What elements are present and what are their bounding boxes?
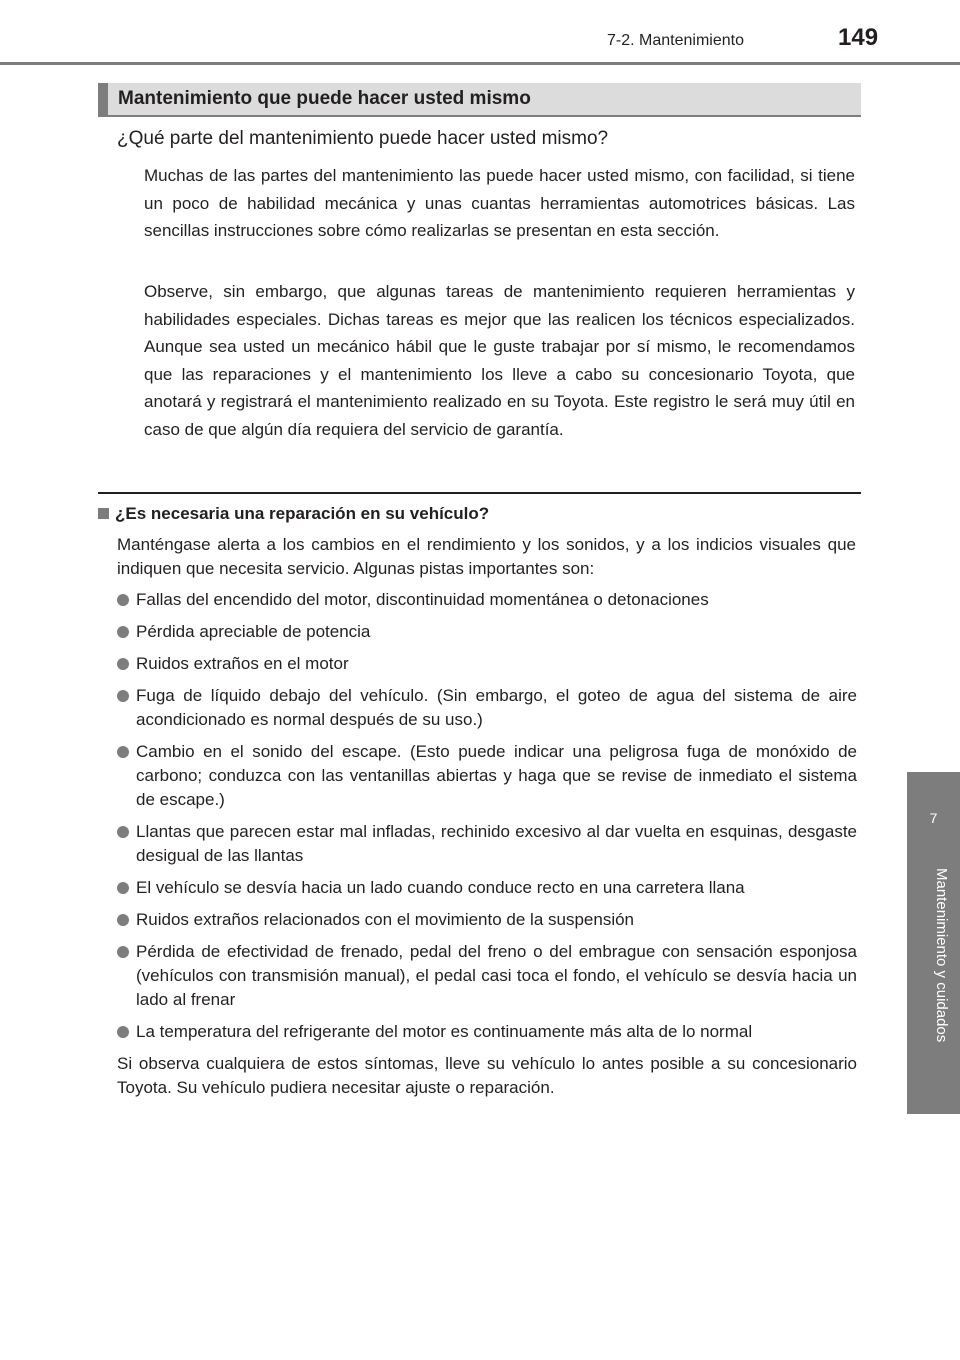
circle-bullet-icon (117, 882, 129, 894)
page-number: 149 (838, 24, 879, 51)
list-item (117, 940, 857, 1012)
list-item-text: El vehículo se desvía hacia un lado cuando conduce recto en una carretera llana (136, 878, 745, 897)
circle-bullet-icon (117, 746, 129, 758)
section-title-bar (98, 83, 861, 117)
repair-heading (98, 504, 489, 524)
list-item (117, 652, 857, 676)
chapter-tab-label-text: Mantenimiento y cuidados (933, 868, 950, 1043)
repair-intro: Manténgase alerta a los cambios en el rendimiento y los sonidos, y a los indicios visuales que indiquen que necesita servicio. Algunas pistas importantes son: (117, 535, 856, 578)
section-title: Mantenimiento que puede hacer usted mismo (118, 88, 531, 109)
list-item (117, 1020, 857, 1044)
repair-closing: Si observa cualquiera de estos síntomas, lleve su vehículo lo antes posible a su concesionario Toyota. Su vehículo pudiera necesitar ajuste o reparación. (117, 1054, 857, 1097)
chapter-tab-label[interactable] (907, 864, 960, 1114)
list-item-text: Cambio en el sonido del escape. (Esto puede indicar una peligrosa fuga de monóxido de carbono; conduzca con las ventanillas abiertas y haga que se revise de inmediato el sistema de escape.) (136, 742, 857, 809)
symptom-list (117, 588, 857, 1108)
list-item (117, 684, 857, 732)
list-item (117, 620, 857, 644)
list-item (117, 908, 857, 932)
list-item (117, 820, 857, 868)
list-item-text: Pérdida apreciable de potencia (136, 622, 371, 641)
list-item (117, 588, 857, 612)
circle-bullet-icon (117, 690, 129, 702)
list-item (117, 740, 857, 812)
running-header-section: 7-2. Mantenimiento (607, 32, 744, 49)
list-item-text: Ruidos extraños relacionados con el movimiento de la suspensión (136, 910, 635, 929)
circle-bullet-icon (117, 826, 129, 838)
circle-bullet-icon (117, 1026, 129, 1038)
list-item-text: La temperatura del refrigerante del motor es continuamente más alta de lo normal (136, 1022, 753, 1041)
circle-bullet-icon (117, 594, 129, 606)
list-item-text: Pérdida de efectividad de frenado, pedal del freno o del embrague con sensación esponjosa (vehículos con transmisión manual), el pedal casi toca el fondo, el vehículo se desvía hacia un lado al frenar (136, 942, 857, 1009)
note-paragraph: Observe, sin embargo, que algunas tareas de mantenimiento requieren herramientas y habilidades especiales. Dichas tareas es mejor que las realicen los técnicos especializados. Aunque sea usted un mecánico hábil que le guste trabajar por sí mismo, le recomendamos que las reparaciones y el mantenimiento los lleve a cabo su concesionario Toyota, que anotará y registrará el mantenimiento realizado en su Toyota. Este registro le será muy útil en caso de que algún día requiera del servicio de garantía. (144, 282, 855, 439)
list-item-text: Llantas que parecen estar mal infladas, rechinido excesivo al dar vuelta en esquinas, desgaste desigual de las llantas (136, 822, 857, 865)
header-rule (0, 62, 960, 65)
list-item-text: Fallas del encendido del motor, discontinuidad momentánea o detonaciones (136, 590, 709, 609)
list-item-text: Ruidos extraños en el motor (136, 654, 349, 673)
list-item-text: Fuga de líquido debajo del vehículo. (Sin embargo, el goteo de agua del sistema de aire acondicionado es normal después de su uso.) (136, 686, 857, 729)
circle-bullet-icon (117, 658, 129, 670)
repair-heading-text: ¿Es necesaria una reparación en su vehículo? (115, 504, 490, 523)
square-bullet-icon (98, 508, 109, 519)
section-question: ¿Qué parte del mantenimiento puede hacer usted mismo? (117, 128, 609, 149)
section-divider (98, 492, 861, 494)
list-item (117, 876, 857, 900)
circle-bullet-icon (117, 946, 129, 958)
chapter-tab-number[interactable]: 7 (907, 772, 960, 864)
circle-bullet-icon (117, 626, 129, 638)
circle-bullet-icon (117, 914, 129, 926)
intro-paragraph: Muchas de las partes del mantenimiento las puede hacer usted mismo, con facilidad, si tiene un poco de habilidad mecánica y unas cuantas herramientas automotrices básicas. Las sencillas instrucciones sobre cómo realizarlas se presentan en esta sección. (144, 166, 855, 240)
